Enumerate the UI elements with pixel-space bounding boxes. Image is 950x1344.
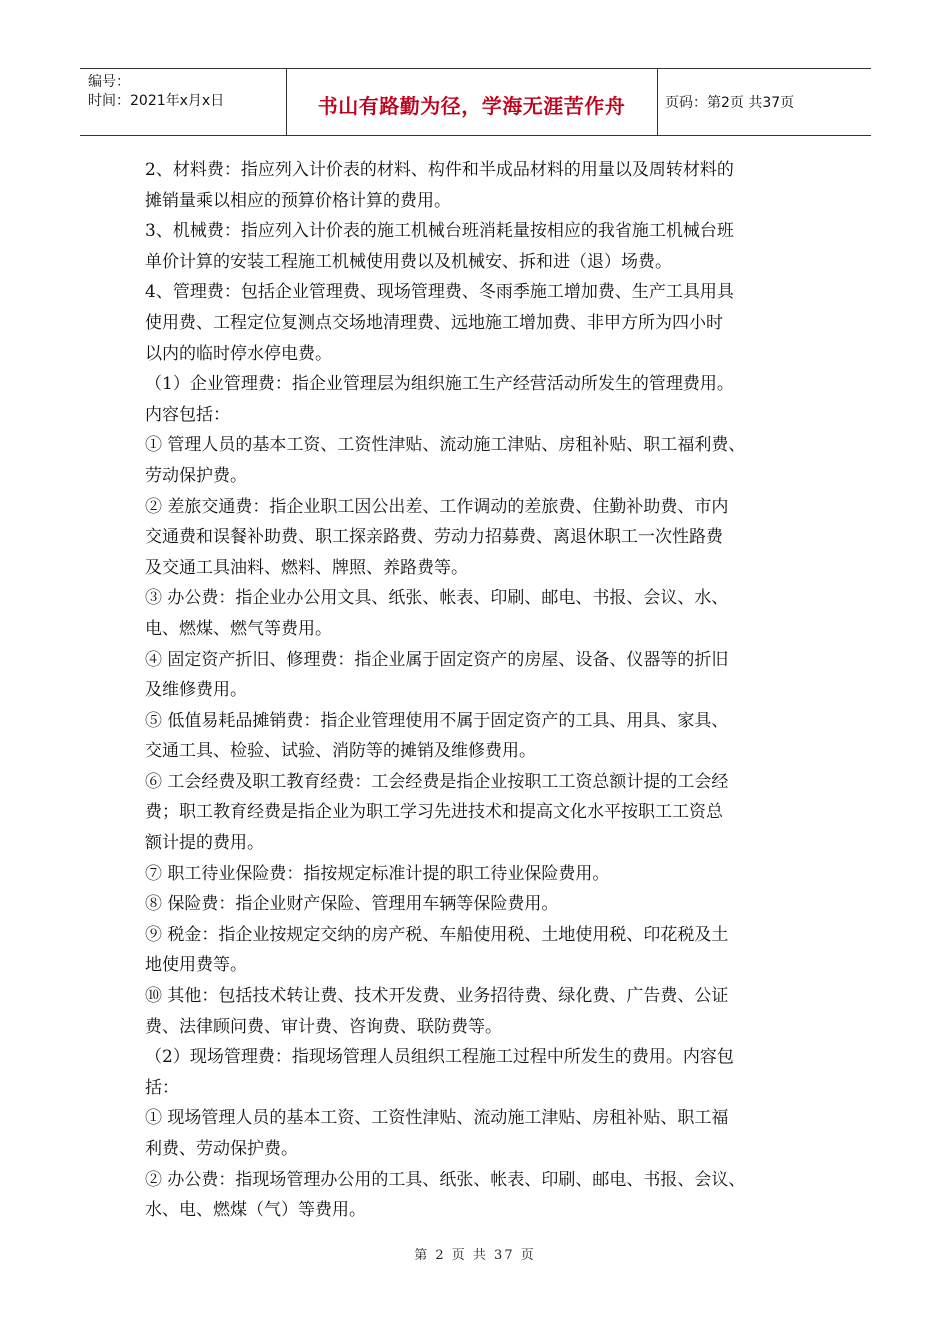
page-footer: 第 2 页 共 37 页: [414, 1248, 536, 1263]
document-time-label: 时间：2021年x月x日: [88, 93, 225, 109]
body-text-line: 劳动保护费。: [145, 465, 247, 486]
body-text-line: 交通费和误餐补助费、职工探亲路费、劳动力招募费、离退休职工一次性路费: [145, 527, 723, 548]
body-text-line: 及交通工具油料、燃料、牌照、养路费等。: [145, 557, 468, 578]
body-text-line: 水、电、燃煤（气）等费用。: [145, 1200, 366, 1221]
body-text-line: ④ 固定资产折旧、修理费：指企业属于固定资产的房屋、设备、仪器等的折旧: [145, 649, 729, 670]
body-text-line: 使用费、工程定位复测点交场地清理费、远地施工增加费、非甲方所为四小时: [145, 312, 723, 333]
body-text-line: ③ 办公费：指企业办公用文具、纸张、帐表、印刷、邮电、书报、会议、水、: [145, 588, 729, 609]
document-body: [145, 155, 825, 1226]
body-text-line: 及维修费用。: [145, 680, 247, 701]
body-text-line: （2）现场管理费：指现场管理人员组织工程施工过程中所发生的费用。内容包: [145, 1047, 734, 1068]
page-header: [80, 68, 871, 136]
body-text-line: ⑩ 其他：包括技术转让费、技术开发费、业务招待费、绿化费、广告费、公证: [145, 986, 729, 1007]
body-text-line: 交通工具、检验、试验、消防等的摊销及维修费用。: [145, 741, 536, 762]
body-text-line: ⑨ 税金：指企业按规定交纳的房产税、车船使用税、土地使用税、印花税及土: [145, 924, 729, 945]
body-text-line: 2、材料费：指应列入计价表的材料、构件和半成品材料的用量以及周转材料的: [145, 160, 734, 180]
body-text-line: ② 办公费：指现场管理办公用的工具、纸张、帐表、印刷、邮电、书报、会议、: [145, 1169, 746, 1190]
body-text-line: ① 现场管理人员的基本工资、工资性津贴、流动施工津贴、房租补贴、职工福: [145, 1108, 729, 1129]
body-text-line: （1）企业管理费：指企业管理层为组织施工生产经营活动所发生的管理费用。: [145, 374, 734, 395]
header-divider-right: [657, 68, 658, 136]
body-text-line: 3、机械费：指应列入计价表的施工机械台班消耗量按相应的我省施工机械台班: [145, 221, 734, 242]
body-text-line: 电、燃煤、燃气等费用。: [145, 618, 332, 639]
header-page-code: 页码：第2页 共37页: [665, 95, 795, 111]
header-top-rule: [80, 68, 871, 69]
body-text-line: 单价计算的安装工程施工机械使用费以及机械安、拆和进（退）场费。: [145, 251, 672, 272]
body-text-line: 费；职工教育经费是指企业为职工学习先进技术和提高文化水平按职工工资总: [145, 802, 723, 823]
body-text-line: 括：: [145, 1077, 179, 1098]
body-text-line: 额计提的费用。: [145, 833, 264, 854]
body-text-line: 以内的临时停水停电费。: [145, 343, 332, 364]
body-text-line: ② 差旅交通费：指企业职工因公出差、工作调动的差旅费、住勤补助费、市内: [145, 496, 729, 517]
body-text-line: ⑧ 保险费：指企业财产保险、管理用车辆等保险费用。: [145, 894, 559, 915]
body-text-line: 利费、劳动保护费。: [145, 1139, 298, 1159]
body-text-line: ⑤ 低值易耗品摊销费：指企业管理使用不属于固定资产的工具、用具、家具、: [145, 710, 729, 731]
body-text-line: 4、管理费：包括企业管理费、现场管理费、冬雨季施工增加费、生产工具用具: [145, 282, 734, 303]
header-bottom-rule: [80, 135, 871, 136]
body-text-line: 费、法律顾问费、审计费、咨询费、联防费等。: [145, 1016, 502, 1037]
body-text-line: ① 管理人员的基本工资、工资性津贴、流动施工津贴、房租补贴、职工福利费、: [145, 435, 746, 456]
body-text-line: ⑦ 职工待业保险费：指按规定标准计提的职工待业保险费用。: [145, 863, 610, 884]
document-number-label: 编号：: [88, 74, 130, 90]
body-text-line: 地使用费等。: [145, 955, 247, 976]
body-text-line: 内容包括：: [145, 404, 230, 425]
body-text-line: ⑥ 工会经费及职工教育经费：工会经费是指企业按职工工资总额计提的工会经: [145, 771, 729, 792]
header-motto: 书山有路勤为径，学海无涯苦作舟: [317, 94, 626, 118]
body-text-line: 摊销量乘以相应的预算价格计算的费用。: [145, 190, 451, 211]
